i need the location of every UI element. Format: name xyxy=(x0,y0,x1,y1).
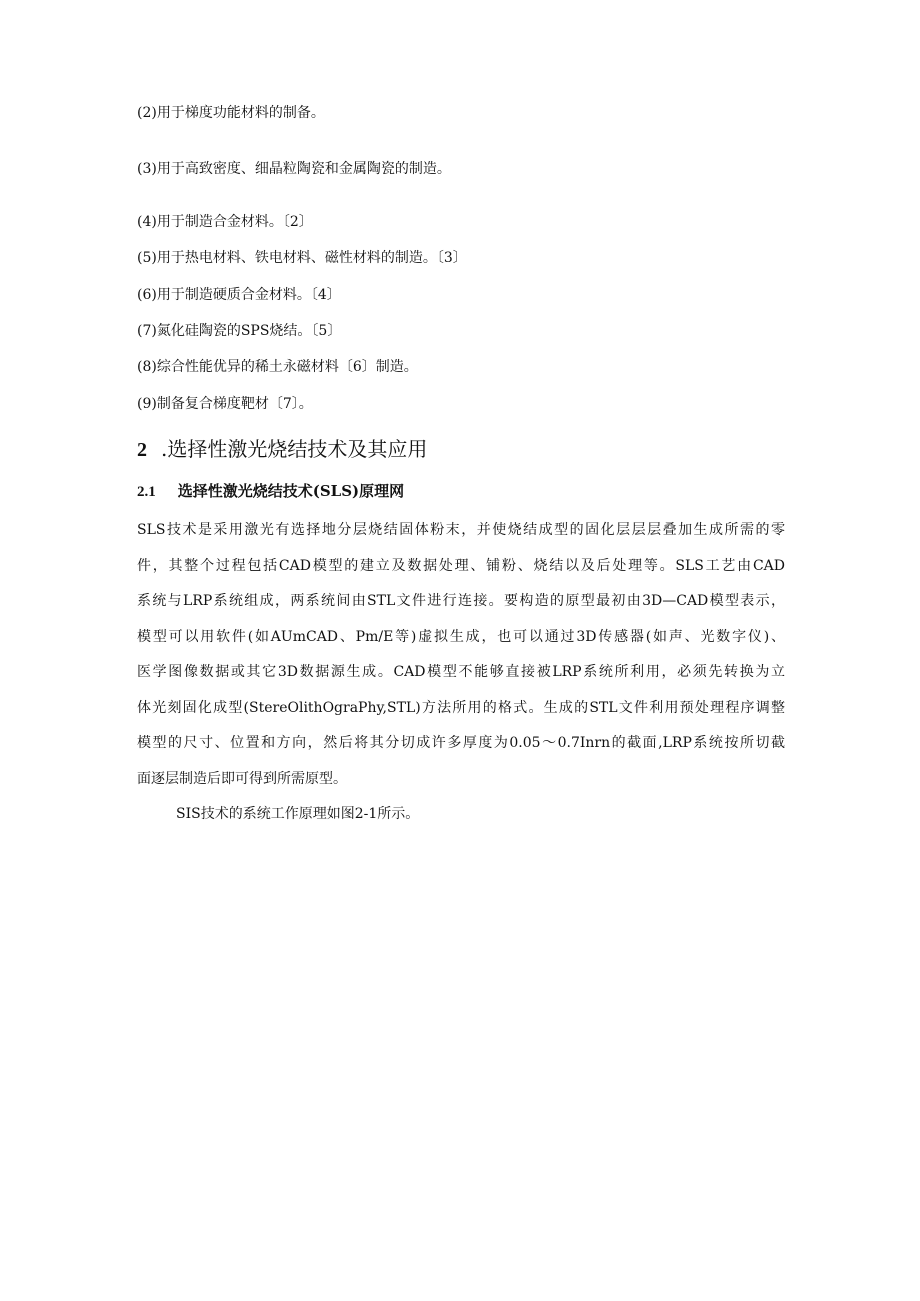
figure-reference: SIS技术的系统工作原理如图2-1所示。 xyxy=(176,806,420,822)
list-item-9: (9)制备复合梯度靶材〔7〕。 xyxy=(137,396,313,412)
list-item-6: (6)用于制造硬质合金材料。〔4〕 xyxy=(137,287,341,303)
paragraph-line: SLS技术是采用激光有选择地分层烧结固体粉末，并使烧结成型的固化层层层叠加生成所需的零 xyxy=(137,522,785,538)
list-item-3: (3)用于高致密度、细晶粒陶瓷和金属陶瓷的制造。 xyxy=(137,161,451,177)
list-item-2: (2)用于梯度功能材料的制备。 xyxy=(137,105,325,121)
paragraph-line: 医学图像数据或其它3D数据源生成。CAD模型不能够直接被LRP系统所利用，必须先转换为立 xyxy=(137,664,785,680)
subsection-number: 2.1 xyxy=(137,484,156,500)
paragraph-line: 模型的尺寸、位置和方向，然后将其分切成许多厚度为0.05～0.7Inrn的截面,LRP系统按所切截 xyxy=(137,735,785,751)
body-paragraph xyxy=(137,513,785,797)
list-item-5: (5)用于热电材料、铁电材料、磁性材料的制造。〔3〕 xyxy=(137,250,467,266)
list-item-4: (4)用于制造合金材料。〔2〕 xyxy=(137,214,313,230)
paragraph-line: 系统与LRP系统组成，两系统间由STL文件进行连接。要构造的原型最初由3D—CAD模型表示， xyxy=(137,593,785,609)
subsection-heading xyxy=(137,482,404,501)
paragraph-line: 件，其整个过程包括CAD模型的建立及数据处理、铺粉、烧结以及后处理等。SLS工艺由CAD xyxy=(137,557,785,574)
paragraph-line: 模型可以用软件(如AUmCAD、Pm/E等)虚拟生成，也可以通过3D传感器(如声、光数字仪)、 xyxy=(137,628,785,645)
paragraph-line: 面逐层制造后即可得到所需原型。 xyxy=(137,770,347,787)
section-number: 2 xyxy=(137,439,147,461)
list-item-8: (8)综合性能优异的稀土永磁材料〔6〕制造。 xyxy=(137,359,418,375)
section-title: .选择性激光烧结技术及其应用 xyxy=(161,437,428,461)
section-heading xyxy=(137,437,427,462)
subsection-title: 选择性激光烧结技术(SLS)原理网 xyxy=(177,482,405,500)
list-item-7: (7)氮化硅陶瓷的SPS烧结。〔5〕 xyxy=(137,323,342,339)
paragraph-line: 体光刻固化成型(StereOlithOgraPhy,STL)方法所用的格式。生成的STL文件利用预处理程序调整 xyxy=(137,699,785,716)
